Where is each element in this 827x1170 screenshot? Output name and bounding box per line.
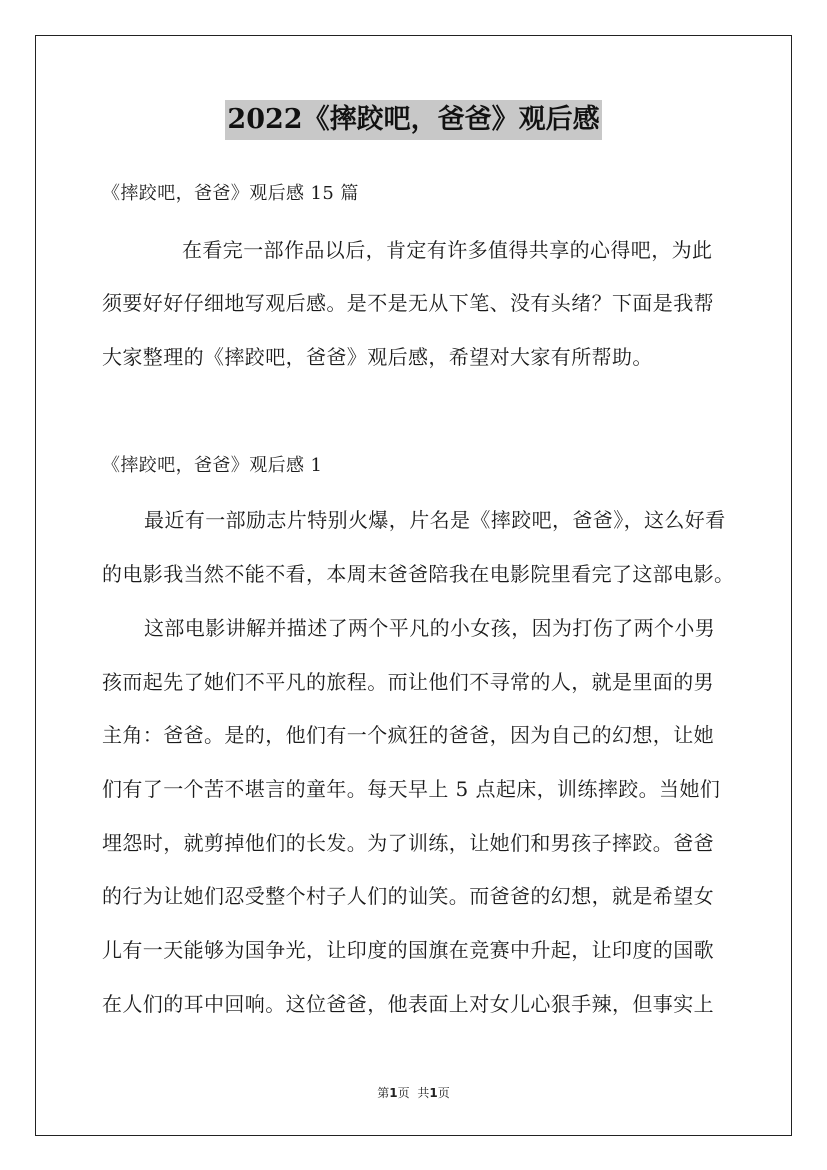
body-line: 埋怨时，就剪掉他们的长发。为了训练，让她们和男孩子摔跤。爸爸: [102, 831, 714, 855]
page-prefix: 第: [377, 1086, 390, 1100]
intro-line: 大家整理的《摔跤吧，爸爸》观后感，希望对大家有所帮助。: [102, 345, 653, 369]
page-footer: [0, 1084, 827, 1101]
page-number: 1: [389, 1086, 398, 1100]
body-line: 在人们的耳中回响。这位爸爸，他表面上对女儿心狠手辣，但事实上: [102, 992, 714, 1016]
body-line: 这部电影讲解并描述了两个平凡的小女孩，因为打伤了两个小男: [144, 616, 716, 640]
body-line: 的行为让她们忍受整个村子人们的讪笑。而爸爸的幻想，就是希望女: [102, 884, 714, 908]
total-prefix: 共: [417, 1086, 430, 1100]
body-line: 主角：爸爸。是的，他们有一个疯狂的爸爸，因为自己的幻想，让她: [102, 723, 714, 747]
total-pages: 1: [429, 1086, 438, 1100]
total-suffix: 页: [437, 1086, 450, 1100]
document-title: 2022《摔跤吧，爸爸》观后感: [225, 100, 601, 140]
body-line: 儿有一天能够为国争光，让印度的国旗在竞赛中升起，让印度的国歌: [102, 938, 714, 962]
document-subtitle: 《摔跤吧，爸爸》观后感 15 篇: [102, 183, 359, 204]
intro-line: 须要好好仔细地写观后感。是不是无从下笔、没有头绪？下面是我帮: [102, 291, 714, 315]
body-line: 孩而起先了她们不平凡的旅程。而让他们不寻常的人，就是里面的男: [102, 670, 714, 694]
page-suffix: 页: [397, 1086, 410, 1100]
body-line: 最近有一部励志片特别火爆，片名是《摔跤吧，爸爸》，这么好看: [144, 508, 726, 532]
body-line: 的电影我当然不能不看，本周末爸爸陪我在电影院里看完了这部电影。: [102, 562, 735, 586]
intro-line: 在看完一部作品以后，肯定有许多值得共享的心得吧，为此: [182, 238, 713, 262]
body-line: 们有了一个苦不堪言的童年。每天早上 5 点起床，训练摔跤。当她们: [102, 777, 721, 801]
section-heading: 《摔跤吧，爸爸》观后感 1: [102, 455, 323, 476]
document-title-wrapper: [0, 100, 827, 140]
